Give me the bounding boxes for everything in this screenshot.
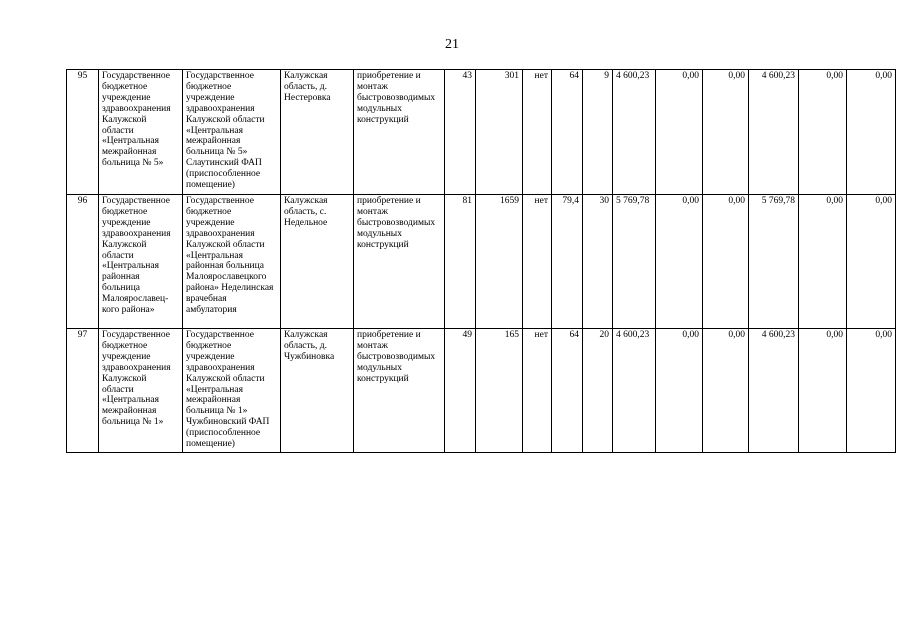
organization-cell: Государственное бюджетное учреждение здравоохранения Калужской области «Центральная межрайонная больница № 5»: [99, 70, 183, 195]
activity-cell: приобретение и монтаж быстровозводимых модульных конструкций: [354, 195, 445, 329]
location-cell: Калужская область, д. Нестеровка: [281, 70, 354, 195]
facilities-table: [66, 69, 896, 453]
value-cell: нет: [523, 329, 552, 453]
value-cell: нет: [523, 195, 552, 329]
activity-cell: приобретение и монтаж быстровозводимых модульных конструкций: [354, 329, 445, 453]
row-number: 96: [67, 195, 99, 329]
facility-cell: Государственное бюджетное учреждение здравоохранения Калужской области «Центральная межрайонная больница № 5» Слаутинский ФАП (приспособленное помещение): [183, 70, 281, 195]
amount-cell: 5 769,78: [613, 195, 656, 329]
amount-cell: 0,00: [847, 329, 896, 453]
value-cell: 165: [476, 329, 523, 453]
value-cell: 79,4: [552, 195, 583, 329]
page-number: 21: [445, 37, 459, 52]
organization-cell: Государственное бюджетное учреждение здравоохранения Калужской области «Центральная районная больница Малоярославец-кого района»: [99, 195, 183, 329]
amount-cell: 0,00: [847, 195, 896, 329]
row-number: 95: [67, 70, 99, 195]
value-cell: 20: [583, 329, 613, 453]
amount-cell: 0,00: [656, 329, 703, 453]
table-row: [67, 70, 896, 195]
value-cell: 301: [476, 70, 523, 195]
amount-cell: 4 600,23: [613, 329, 656, 453]
value-cell: 81: [445, 195, 476, 329]
row-number: 97: [67, 329, 99, 453]
activity-cell: приобретение и монтаж быстровозводимых модульных конструкций: [354, 70, 445, 195]
location-cell: Калужская область, с. Недельное: [281, 195, 354, 329]
amount-cell: 4 600,23: [749, 70, 799, 195]
amount-cell: 0,00: [656, 195, 703, 329]
value-cell: 30: [583, 195, 613, 329]
value-cell: 64: [552, 329, 583, 453]
value-cell: нет: [523, 70, 552, 195]
location-cell: Калужская область, д. Чужбиновка: [281, 329, 354, 453]
value-cell: 49: [445, 329, 476, 453]
table-row: [67, 329, 896, 453]
table-row: [67, 195, 896, 329]
value-cell: 43: [445, 70, 476, 195]
amount-cell: 4 600,23: [613, 70, 656, 195]
amount-cell: 0,00: [799, 329, 847, 453]
amount-cell: 0,00: [799, 195, 847, 329]
organization-cell: Государственное бюджетное учреждение здравоохранения Калужской области «Центральная межрайонная больница № 1»: [99, 329, 183, 453]
amount-cell: 0,00: [799, 70, 847, 195]
value-cell: 1659: [476, 195, 523, 329]
amount-cell: 0,00: [703, 195, 749, 329]
facility-cell: Государственное бюджетное учреждение здравоохранения Калужской области «Центральная районная больница Малоярославецкого района» Неделинская врачебная амбулатория: [183, 195, 281, 329]
value-cell: 64: [552, 70, 583, 195]
amount-cell: 5 769,78: [749, 195, 799, 329]
amount-cell: 0,00: [656, 70, 703, 195]
amount-cell: 0,00: [703, 329, 749, 453]
amount-cell: 4 600,23: [749, 329, 799, 453]
facility-cell: Государственное бюджетное учреждение здравоохранения Калужской области «Центральная межрайонная больница № 1» Чужбиновский ФАП (приспособленное помещение): [183, 329, 281, 453]
amount-cell: 0,00: [847, 70, 896, 195]
value-cell: 9: [583, 70, 613, 195]
amount-cell: 0,00: [703, 70, 749, 195]
